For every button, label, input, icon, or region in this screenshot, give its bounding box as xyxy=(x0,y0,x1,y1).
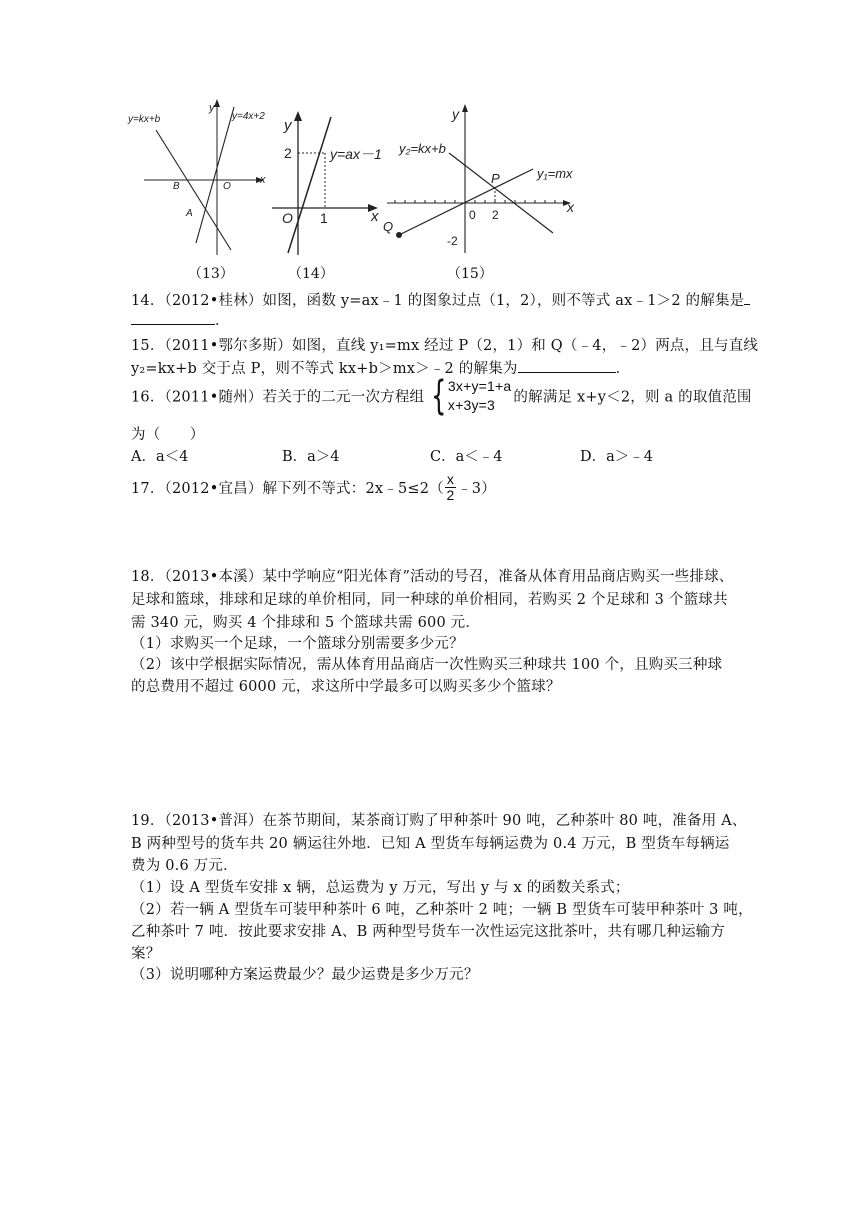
caption-13: （13） xyxy=(188,266,234,282)
f13-point-b: B xyxy=(173,181,180,192)
q14-answer-blank-a xyxy=(744,290,750,305)
q16-equation-system xyxy=(426,373,512,419)
q19-line-3: （1）设 A 型货车安排 x 辆，总运费为 y 万元，写出 y 与 x 的函数关系式； xyxy=(131,880,630,896)
f13-label-kx-b: y=kx+b xyxy=(128,114,161,125)
q16-line2: 为（ ） xyxy=(131,427,205,443)
f13-axis-y-label: y xyxy=(209,102,215,114)
q14-line1 xyxy=(131,289,750,310)
q15-answer-blank xyxy=(518,358,616,373)
q18-line-3: （1）求购买一个足球，一个篮球分别需要多少元？ xyxy=(131,636,464,652)
f15-point-p: P xyxy=(491,171,500,186)
q18-line-1: 足球和篮球，排球和足球的单价相同，同一种球的单价相同，若购买 2 个足球和 3 个篮球共 xyxy=(131,592,728,608)
caption-15: （15） xyxy=(447,266,493,282)
q19-line-4: （2）若一辆 A 型货车可装甲种茶叶 6 吨，乙种茶叶 2 吨；一辆 B 型货车可装甲种茶叶 3 吨， xyxy=(131,902,753,918)
q18-line-5: 的总费用不超过 6000 元，求这所中学最多可以购买多少个篮球？ xyxy=(131,679,561,695)
f15-label-y2: y₂=kx+b xyxy=(399,141,446,156)
f14-origin: O xyxy=(282,210,293,226)
q16-option-d: D．a＞﹣4 xyxy=(580,449,653,465)
q17-before: 17．（2012•宜昌）解下列不等式：2x﹣5≤2（ xyxy=(131,481,444,497)
q17-line xyxy=(131,472,496,503)
q17-after: ﹣3） xyxy=(457,481,496,497)
q14-answer-blank xyxy=(131,310,215,325)
f14-axis-x-label: x xyxy=(371,208,379,225)
q16-option-c: C．a＜﹣4 xyxy=(430,449,503,465)
q16-option-a: A．a＜4 xyxy=(131,449,189,465)
q15-line2 xyxy=(131,357,630,378)
q18-line-4: （2）该中学根据实际情况，需从体育用品商店一次性购买三种球共 100 个，且购买三种球 xyxy=(131,657,723,673)
q19-line-2: 费为 0.6 万元． xyxy=(131,858,238,874)
f15-axis-x-label: x xyxy=(567,199,574,215)
f15-label-y1: y₁=mx xyxy=(537,166,573,181)
q17-fraction xyxy=(445,472,456,503)
f14-tick-y: 2 xyxy=(284,145,292,161)
q18-line-0: 18．（2013•本溪）某中学响应“阳光体育”活动的号召，准备从体育用品商店购买一些排球、 xyxy=(131,569,734,585)
q16-line1 xyxy=(131,373,752,419)
f15-tick-0: 0 xyxy=(469,208,476,222)
q19-line-1: B 两种型号的货车共 20 辆运往外地．已知 A 型货车每辆运费为 0.4 万元，B 型货车每辆运 xyxy=(131,836,730,852)
q18-line-2: 需 340 元，购买 4 个排球和 5 个篮球共需 600 元． xyxy=(131,615,481,631)
f15-tick-2: 2 xyxy=(492,208,499,222)
f15-axis-y-label: y xyxy=(452,106,459,122)
f13-point-o: O xyxy=(223,181,231,192)
f14-label-ax-1: y=ax－1 xyxy=(330,146,382,162)
f13-line-kx-b xyxy=(156,130,231,250)
f13-axis-x-label: x xyxy=(260,174,266,186)
figure-14 xyxy=(268,95,388,265)
f15-y-arrow xyxy=(462,104,468,112)
q15-end: ． xyxy=(615,361,631,377)
f15-point-q-dot xyxy=(396,232,402,238)
q19-line-0: 19．（2013•普洱）在茶节期间，某茶商订购了甲种茶叶 90 吨，乙种茶叶 80 吨，准备用 A、 xyxy=(131,813,747,829)
caption-14: （14） xyxy=(288,266,334,282)
f13-y-arrow xyxy=(214,99,220,107)
f14-tick-x: 1 xyxy=(320,210,328,226)
f15-tick-neg2: -2 xyxy=(447,234,458,248)
q19-line-7: （3）说明哪种方案运费最少？最少运费是多少万元？ xyxy=(131,967,479,983)
f13-point-a: A xyxy=(186,208,193,219)
f13-line-4x-2 xyxy=(196,107,234,243)
q16-before: 16．（2011•随州）若关于的二元一次方程组 xyxy=(131,389,425,406)
q14-line2 xyxy=(131,309,230,330)
q19-line-6: 案？ xyxy=(131,946,161,962)
q17-numerator: x xyxy=(446,471,455,487)
q16-eq2: x+3y=3 xyxy=(447,397,496,413)
q16-option-b: B．a＞4 xyxy=(282,449,340,465)
q14-end: ． xyxy=(215,313,230,329)
q15-line1: 15．（2011•鄂尔多斯）如图，直线 y₁=mx 经过 P（2，1）和 Q（﹣4，﹣2）两点，且与直线 xyxy=(131,338,759,354)
figure-13 xyxy=(126,95,276,265)
q16-brace: { xyxy=(431,373,447,419)
figure-15 xyxy=(383,95,593,265)
q16-eq1: 3x+y=1+a xyxy=(447,378,512,394)
q19-line-5: 乙种茶叶 7 吨．按此要求安排 A、B 两种型号货车一次性运完这批茶叶，共有哪几种运输方 xyxy=(131,924,726,940)
f15-point-q: Q xyxy=(383,219,394,234)
f14-axis-y-label: y xyxy=(284,117,292,134)
q14-text: 14．（2012•桂林）如图，函数 y=ax﹣1 的图象过点（1，2），则不等式 ax﹣1＞2 的解集是 xyxy=(131,293,745,309)
f14-y-arrow xyxy=(294,111,302,121)
f13-label-4x-2: y=4x+2 xyxy=(232,111,265,122)
q16-after: 的解满足 x+y＜2，则 a 的取值范围 xyxy=(513,389,752,406)
q15-text: y₂=kx+b 交于点 P，则不等式 kx+b＞mx＞﹣2 的解集为 xyxy=(131,361,518,377)
q17-denominator: 2 xyxy=(446,487,455,503)
